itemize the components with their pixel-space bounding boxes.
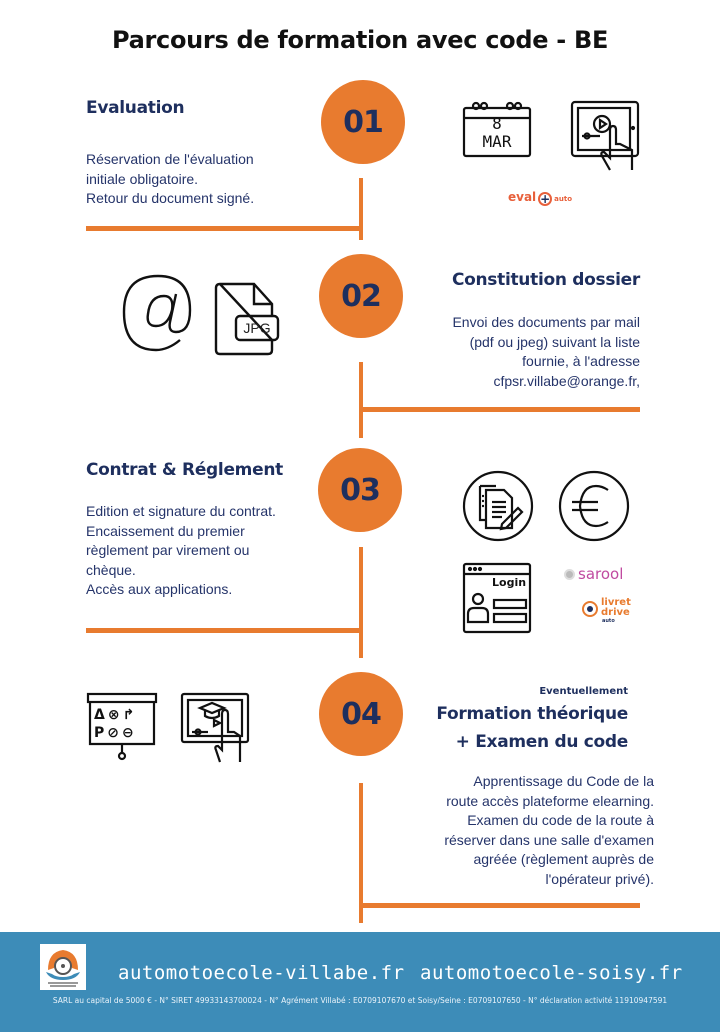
- website-link-villabe[interactable]: automotoecole-villabe.fr: [118, 962, 405, 984]
- road-signs-board-icon: [86, 692, 158, 762]
- elearning-tablet-icon: [180, 692, 252, 764]
- driving-school-logo: [40, 944, 86, 990]
- calendar-month: MAR: [482, 132, 512, 151]
- step-1-number-badge: 01: [321, 80, 405, 164]
- login-label: Login: [492, 576, 527, 589]
- step-3-number-badge: 03: [318, 448, 402, 532]
- step-3-description: Edition et signature du contrat. Encaissement du premier règlement par virement ou chèque. Accès aux applications.: [86, 503, 276, 597]
- eval-auto-logo: eval + auto: [508, 190, 573, 206]
- footer-bar: [0, 932, 720, 1032]
- timeline-connector: [86, 226, 361, 231]
- website-link-soisy[interactable]: automotoecole-soisy.fr: [420, 962, 683, 984]
- step-4-number-badge: 04: [319, 672, 403, 756]
- step-1-description: Réservation de l'évaluation initiale obligatoire. Retour du document signé.: [86, 151, 255, 206]
- step-2-description: Envoi des documents par mail (pdf ou jpeg) suivant la liste fournie, à l'adresse cfpsr.villabe@orange.fr,: [452, 313, 640, 391]
- file-type-label: JPG: [243, 320, 271, 336]
- timeline-connector: [86, 628, 361, 633]
- timeline-connector: [359, 362, 363, 438]
- jpg-file-icon: [214, 282, 280, 356]
- tablet-touch-icon: [570, 100, 642, 172]
- timeline-connector: [359, 407, 640, 412]
- step-4-heading-line-2: + Examen du code: [455, 732, 628, 752]
- step-4-heading-line-1: Formation théorique: [436, 704, 628, 724]
- legal-notice: SARL au capital de 5000 € - N° SIRET 49933143700024 - N° Agrément Villabé : E0709107670 et Soisy/Seine : E0709107650 - N° déclaration activité 11910947591: [52, 996, 668, 1005]
- page-title: Parcours de formation avec code - BE: [111, 26, 609, 54]
- calendar-day: 8: [492, 114, 502, 133]
- timeline-connector: [359, 903, 640, 908]
- email-address: cfpsr.villabe@orange.fr,: [493, 372, 640, 389]
- step-2-heading: Constitution dossier: [451, 270, 640, 290]
- timeline-connector: [359, 547, 363, 658]
- step-2-number-badge: 02: [319, 254, 403, 338]
- step-3-heading: Contrat & Réglement: [86, 460, 283, 480]
- at-sign-icon: [120, 270, 195, 354]
- contract-sign-icon: [462, 470, 534, 542]
- calendar-icon: [462, 100, 532, 158]
- board-symbols: Δ⊗↱ P⊘⊖: [94, 707, 138, 741]
- step-1-heading: Evaluation: [86, 98, 185, 118]
- timeline-connector: [359, 783, 363, 923]
- euro-icon: [558, 470, 630, 542]
- step-4-optional-label: Eventuellement: [539, 686, 628, 697]
- sarool-logo: sarool: [564, 565, 623, 583]
- step-4-description: Apprentissage du Code de la route accès plateforme elearning. Examen du code de la route à réserver dans une salle d'examen agréée (règlement auprès de l'opérateur privé).: [444, 773, 654, 887]
- login-window-icon: [462, 562, 532, 634]
